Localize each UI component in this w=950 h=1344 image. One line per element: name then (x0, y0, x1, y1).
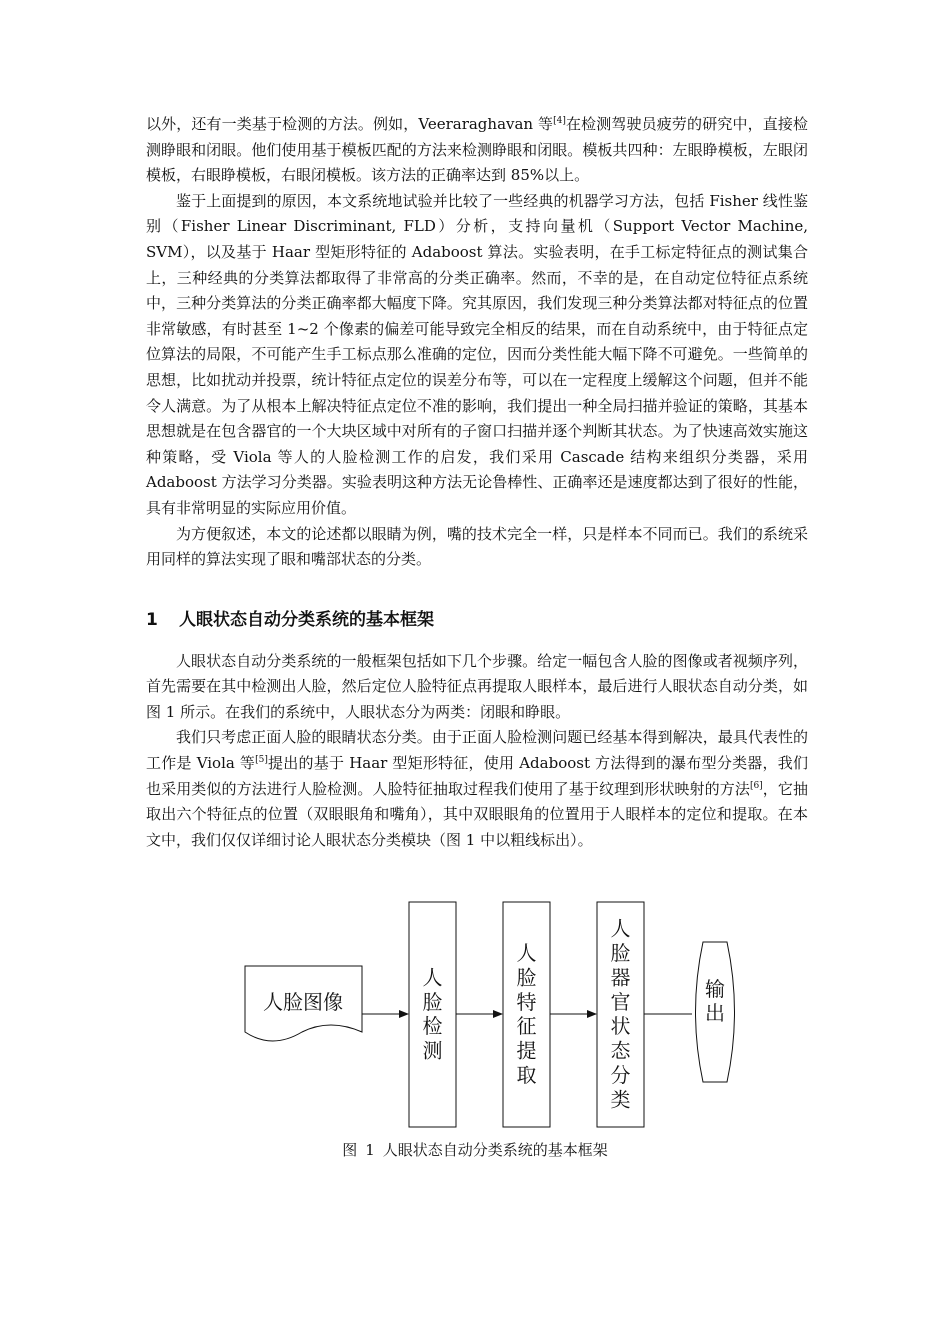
box-3-char-1: 人 (610, 916, 631, 941)
citation-6: [6] (749, 780, 763, 791)
figure-1 (0, 890, 950, 1180)
paragraph-5 (146, 725, 808, 853)
box-2-char-2: 脸 (516, 965, 537, 990)
box-1-char-3: 检 (422, 1014, 443, 1039)
paragraph-1 (146, 112, 808, 189)
paragraph-4: 人眼状态自动分类系统的一般框架包括如下几个步骤。给定一幅包含人脸的图像或者视频序列，首先需要在其中检测出人脸，然后定位人脸特征点再提取人眼样本，最后进行人眼状态自动分类，如图 1 所示。在我们的系统中，人眼状态分为两类：闭眼和睁眼。 (146, 651, 808, 721)
paragraph-5-text-c: ，它抽取出六个特征点的位置（双眼眼角和嘴角），其中双眼眼角的位置用于人眼样本的定位和提取。在本文中，我们仅仅详细讨论人眼状态分类模块（图 1 中以粗线标出）。 (146, 779, 808, 849)
box-3-char-5: 状 (610, 1014, 631, 1039)
box-3-char-3: 器 (610, 965, 631, 990)
box-1-char-4: 测 (422, 1038, 443, 1063)
paragraph-2: 鉴于上面提到的原因，本文系统地试验并比较了一些经典的机器学习方法，包括 Fisher 线性鉴别（Fisher Linear Discriminant, FLD）分析，支持向量机（Support Vector Machine, SVM），以及基于 Haar 型矩形特征的 Adaboost 算法。实验表明，在手工标定特征点的测试集合上，三种经典的分类算法都取得了非常高的分类正确率。然而，不幸的是，在自动定位特征点系统中，三种分类算法的分类正确率都大幅度下降。究其原因，我们发现三种分类算法都对特征点的位置非常敏感，有时甚至 1~2 个像素的偏差可能导致完全相反的结果，而在自动系统中，由于特征点定位算法的局限，不可能产生手工标点那么准确的定位，因而分类性能大幅下降不可避免。一些简单的思想，比如扰动并投票，统计特征点定位的误差分布等，可以在一定程度上缓解这个问题，但并不能令人满意。为了从根本上解决特征点定位不准的影响，我们提出一种全局扫描并验证的策略，其基本思想就是在包含器官的一个大块区域中对所有的子窗口扫描并逐个判断其状态。为了快速高效实施这种策略，受 Viola 等人的人脸检测工作的启发，我们采用 Cascade 结构来组织分类器，采用 Adaboost 方法学习分类器。实验表明这种方法无论鲁棒性、正确率还是速度都达到了很好的性能，具有非常明显的实际应用价值。 (146, 191, 808, 517)
box-1-char-1: 人 (422, 965, 443, 990)
box-2-char-3: 特 (516, 989, 537, 1014)
paragraph-5-text-b: 提出的基于 Haar 型矩形特征，使用 Adaboost 方法得到的瀑布型分类器，我们也采用类似的方法进行人脸检测。人脸特征抽取过程我们使用了基于纹理到形状映射的方法 (146, 754, 808, 798)
box-3-char-8: 类 (610, 1087, 631, 1112)
box-3-char-4: 官 (610, 989, 631, 1014)
section-title: 人眼状态自动分类系统的基本框架 (179, 609, 434, 630)
box-2-char-1: 人 (516, 941, 537, 965)
flowchart-diagram (0, 890, 950, 1140)
box-3-char-2: 脸 (610, 941, 631, 965)
paragraph-3: 为方便叙述，本文的论述都以眼睛为例，嘴的技术完全一样，只是样本不同而已。我们的系统采用同样的算法实现了眼和嘴部状态的分类。 (146, 524, 808, 569)
citation-5: [5] (255, 755, 268, 766)
caption-prefix: 图 (342, 1141, 358, 1159)
input-label: 人脸图像 (263, 990, 343, 1014)
paragraph-5-text-a: 我们只考虑正面人脸的眼睛状态分类。由于正面人脸检测问题已经基本得到解决，最具代表性的工作是 Viola 等 (146, 728, 808, 773)
citation-4: [4] (553, 116, 566, 126)
output-char-1: 输 (705, 976, 725, 1001)
figure-caption (0, 1138, 950, 1162)
output-labels (705, 977, 725, 1025)
box-3-char-6: 态 (610, 1038, 631, 1063)
output-char-2: 出 (705, 1001, 725, 1026)
box-3-char-7: 分 (610, 1063, 631, 1087)
box-2-char-5: 提 (516, 1038, 537, 1063)
section-number: 1 (146, 609, 158, 630)
caption-text: 人眼状态自动分类系统的基本框架 (382, 1141, 608, 1159)
box-1-char-2: 脸 (422, 989, 443, 1014)
paragraph-1-text-b: 在检测驾驶员疲劳的研究中，直接检测睁眼和闭眼。他们使用基于模板匹配的方法来检测睁眼和闭眼。模板共四种：左眼睁模板，左眼闭模板，右眼睁模板，右眼闭模板。该方法的正确率达到 85%以上。 (146, 115, 808, 185)
box-2-char-6: 取 (516, 1063, 537, 1087)
caption-number: 1 (365, 1141, 375, 1159)
box-2-char-4: 征 (516, 1014, 537, 1039)
paragraph-1-text-a: 以外，还有一类基于检测的方法。例如，Veeraraghavan 等 (146, 115, 554, 133)
section-heading (146, 607, 808, 633)
paper-body (146, 112, 808, 853)
